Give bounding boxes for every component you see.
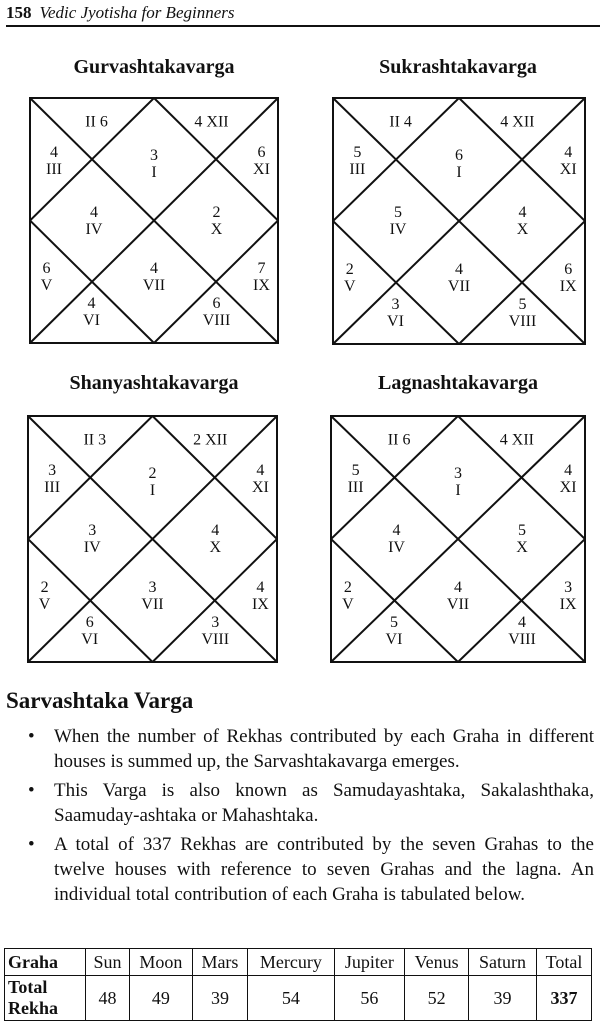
house-numeral: XI [253, 161, 270, 179]
house-numeral: VIII [508, 312, 537, 330]
house-xi [560, 462, 577, 496]
rekha-count: 4 [150, 260, 158, 278]
row-label-line1: Total [8, 977, 48, 997]
house-viii [203, 295, 231, 329]
rekha-count: 3 [148, 579, 157, 597]
rekha-count: 4 [564, 144, 573, 162]
rekha-count: 6 [85, 613, 94, 631]
rekha-count: 5 [518, 522, 526, 539]
house-ii [388, 431, 411, 448]
chart-grid-lines [29, 97, 279, 344]
rekha-count: 2 [343, 579, 352, 597]
house-iv [388, 522, 405, 556]
house-numeral: XII [205, 431, 228, 449]
house-ix [253, 260, 270, 294]
chart-title-sukrashtakavarga: Sukrashtakavarga [379, 56, 537, 78]
house-vii [143, 260, 165, 294]
house-viii [509, 296, 537, 330]
house-numeral: I [456, 163, 462, 181]
bullet-item: • This Varga is also known as Samudayashtaka, Sakalashthaka, Saamuday-ashtaka or Mahashtaka. [28, 778, 594, 828]
house-numeral: III [44, 479, 61, 497]
rekha-count: 3 [88, 522, 97, 539]
bullet-item: • A total of 337 Rekhas are contributed by the seven Grahas to the twelve houses with reference to seven Grahas and the lagna. An individual total contribution of each Graha is tabulated below. [28, 832, 594, 907]
rekha-count: 4 [403, 113, 412, 131]
rekha-count: 4 [517, 613, 526, 631]
rekha-count: 5 [394, 204, 403, 221]
house-numeral: II [387, 431, 399, 449]
house-numeral: VII [141, 596, 164, 614]
house-viii [508, 614, 536, 648]
house-numeral: II [83, 431, 95, 449]
house-xi [252, 462, 269, 496]
rekha-count: 6 [257, 144, 266, 162]
table-col-header: Jupiter [334, 949, 404, 976]
house-vii [448, 261, 470, 295]
table-cell: 39 [192, 976, 247, 1021]
rekha-count: 4 [49, 144, 58, 162]
rekha-count: 4 [256, 462, 265, 480]
chart-title-lagnashtakavarga: Lagnashtakavarga [377, 372, 539, 394]
house-vi [81, 614, 98, 648]
table-cell: 56 [334, 976, 404, 1021]
row-label-line2: Rekha [8, 998, 59, 1018]
rekha-count: 7 [257, 260, 266, 278]
table-cell: 49 [129, 976, 192, 1021]
chart-lagnashtakavarga [330, 415, 586, 663]
house-numeral: V [342, 596, 354, 614]
house-numeral: XI [251, 479, 269, 497]
house-numeral: X [516, 539, 528, 556]
house-numeral: XII [512, 113, 535, 131]
house-v [39, 579, 51, 613]
house-i [455, 147, 463, 181]
chart-title-gurvashtakavarga: Gurvashtakavarga [73, 56, 235, 78]
rekha-count: 5 [353, 144, 362, 162]
rekha-count: 3 [98, 431, 107, 449]
house-numeral: VI [387, 312, 404, 330]
house-numeral: III [347, 479, 364, 497]
table-header-row [5, 949, 592, 976]
house-iii [349, 144, 365, 178]
house-numeral: XI [559, 479, 577, 497]
house-numeral: IX [251, 596, 269, 614]
chart-grid-lines [27, 415, 278, 663]
house-numeral: II [389, 113, 400, 131]
table-cell: 48 [86, 976, 130, 1021]
house-viii [201, 614, 229, 648]
house-numeral: IX [559, 278, 577, 296]
house-vi [386, 614, 403, 648]
rekha-count: 2 [193, 431, 202, 449]
chart-grid-lines [330, 415, 586, 663]
rekha-count: 4 [564, 462, 573, 480]
house-numeral: XII [511, 431, 534, 449]
rekha-count: 4 [455, 261, 463, 279]
rekha-table [4, 948, 592, 1021]
house-iv [84, 522, 101, 556]
bullet-list [28, 724, 594, 911]
rekha-count: 4 [87, 294, 96, 312]
table-col-header: Total [536, 949, 591, 976]
rekha-count: 3 [391, 295, 400, 313]
house-vi [387, 296, 404, 330]
house-ix [560, 579, 577, 613]
house-numeral: IV [389, 221, 407, 238]
house-ii [83, 431, 106, 448]
house-numeral: XI [559, 161, 577, 179]
rekha-count: 2 [148, 464, 157, 482]
house-xii [193, 431, 227, 448]
chart-grid-lines [332, 97, 586, 345]
rekha-count: 3 [211, 613, 220, 631]
house-numeral: VII [446, 596, 470, 614]
house-iv [86, 204, 103, 238]
house-numeral: II [85, 113, 96, 131]
table-col-header: Saturn [469, 949, 537, 976]
chart-shanyashtakavarga [27, 415, 278, 663]
rekha-count: 2 [40, 579, 49, 597]
rekha-count: 3 [454, 464, 462, 482]
table-row-label [5, 976, 86, 1021]
rekha-count: 5 [518, 295, 527, 313]
house-i [149, 465, 157, 499]
house-i [150, 147, 158, 181]
house-xii [500, 113, 534, 130]
rekha-count: 4 [256, 579, 265, 597]
house-v [344, 261, 356, 295]
chart-gurvashtakavarga [29, 97, 279, 344]
house-numeral: VI [83, 311, 100, 329]
house-numeral: I [455, 481, 461, 499]
rekha-count: 3 [150, 146, 158, 164]
table-col-header: Mercury [248, 949, 335, 976]
table-col-header: Mars [192, 949, 247, 976]
house-iii [46, 144, 62, 178]
house-xii [500, 431, 534, 448]
house-xi [560, 144, 577, 178]
house-numeral: X [516, 221, 529, 238]
rekha-count: 6 [564, 261, 573, 279]
house-iii [44, 462, 60, 496]
rekha-count: 6 [212, 294, 221, 312]
house-numeral: IV [388, 539, 405, 556]
house-vii [447, 579, 469, 613]
house-iii [348, 462, 364, 496]
bullet-item: • When the number of Rekhas contributed by each Graha in different houses is summed up, the Sarvashtakavarga emerges. [28, 724, 594, 774]
house-numeral: IX [253, 277, 270, 295]
table-row [5, 976, 592, 1021]
rekha-count: 5 [351, 462, 360, 480]
house-iv [390, 204, 407, 238]
table-cell: 52 [405, 976, 469, 1021]
rekha-count: 4 [194, 113, 203, 131]
table-cell-total: 337 [536, 976, 591, 1021]
table-cell: 39 [469, 976, 537, 1021]
table-cell: 54 [248, 976, 335, 1021]
running-head [6, 2, 235, 24]
house-v [342, 579, 354, 613]
rekha-count: 6 [42, 260, 51, 278]
house-numeral: I [149, 481, 156, 499]
house-numeral: III [46, 161, 62, 179]
house-numeral: III [349, 161, 366, 179]
house-ix [252, 579, 269, 613]
table-col-header: Venus [405, 949, 469, 976]
house-xii [194, 113, 228, 130]
house-ix [560, 261, 577, 295]
house-numeral: IV [85, 220, 103, 238]
table-col-header: Sun [86, 949, 130, 976]
rekha-count: 4 [454, 579, 462, 597]
house-numeral: VIII [201, 630, 230, 648]
rekha-count: 4 [500, 113, 509, 131]
house-numeral: VII [447, 278, 471, 296]
house-numeral: V [38, 596, 51, 614]
table-header-label: Graha [5, 949, 86, 976]
house-numeral: VIII [508, 630, 536, 648]
house-numeral: I [151, 163, 157, 181]
house-numeral: V [343, 278, 356, 296]
rekha-count: 6 [402, 431, 411, 449]
house-numeral: X [209, 539, 222, 556]
rekha-count: 5 [389, 613, 398, 631]
house-numeral: X [210, 220, 223, 238]
rekha-count: 2 [212, 203, 221, 221]
header-rule [6, 25, 600, 27]
house-numeral: IV [83, 539, 101, 556]
house-x [517, 204, 529, 238]
house-vii [141, 579, 163, 613]
house-v [41, 260, 53, 294]
chart-title-shanyashtakavarga: Shanyashtakavarga [69, 372, 239, 394]
house-x [209, 522, 221, 556]
rekha-count: 3 [564, 579, 573, 597]
house-numeral: IX [559, 596, 577, 614]
section-title: Sarvashtaka Varga [6, 688, 194, 713]
house-ii [85, 113, 108, 130]
house-x [211, 204, 223, 238]
house-i [454, 465, 462, 499]
chart-sukrashtakavarga [332, 97, 586, 345]
rekha-count: 4 [211, 522, 220, 539]
book-title: Vedic Jyotisha for Beginners [39, 3, 235, 22]
house-numeral: VI [81, 630, 99, 648]
rekha-count: 6 [99, 113, 108, 131]
rekha-count: 4 [518, 204, 527, 221]
page-number: 158 [6, 3, 32, 22]
table-col-header: Moon [129, 949, 192, 976]
rekha-count: 4 [499, 431, 508, 449]
house-numeral: VII [142, 277, 166, 295]
rekha-count: 4 [89, 203, 98, 221]
house-numeral: VI [385, 630, 403, 648]
house-xi [253, 144, 270, 178]
rekha-count: 2 [345, 261, 354, 279]
house-x [516, 522, 528, 556]
rekha-count: 3 [48, 462, 57, 480]
house-numeral: VIII [202, 311, 231, 329]
house-ii [389, 113, 412, 130]
house-numeral: V [40, 277, 53, 295]
house-numeral: XII [206, 113, 229, 131]
house-vi [83, 295, 100, 329]
rekha-count: 4 [392, 522, 401, 539]
rekha-count: 6 [455, 146, 463, 164]
